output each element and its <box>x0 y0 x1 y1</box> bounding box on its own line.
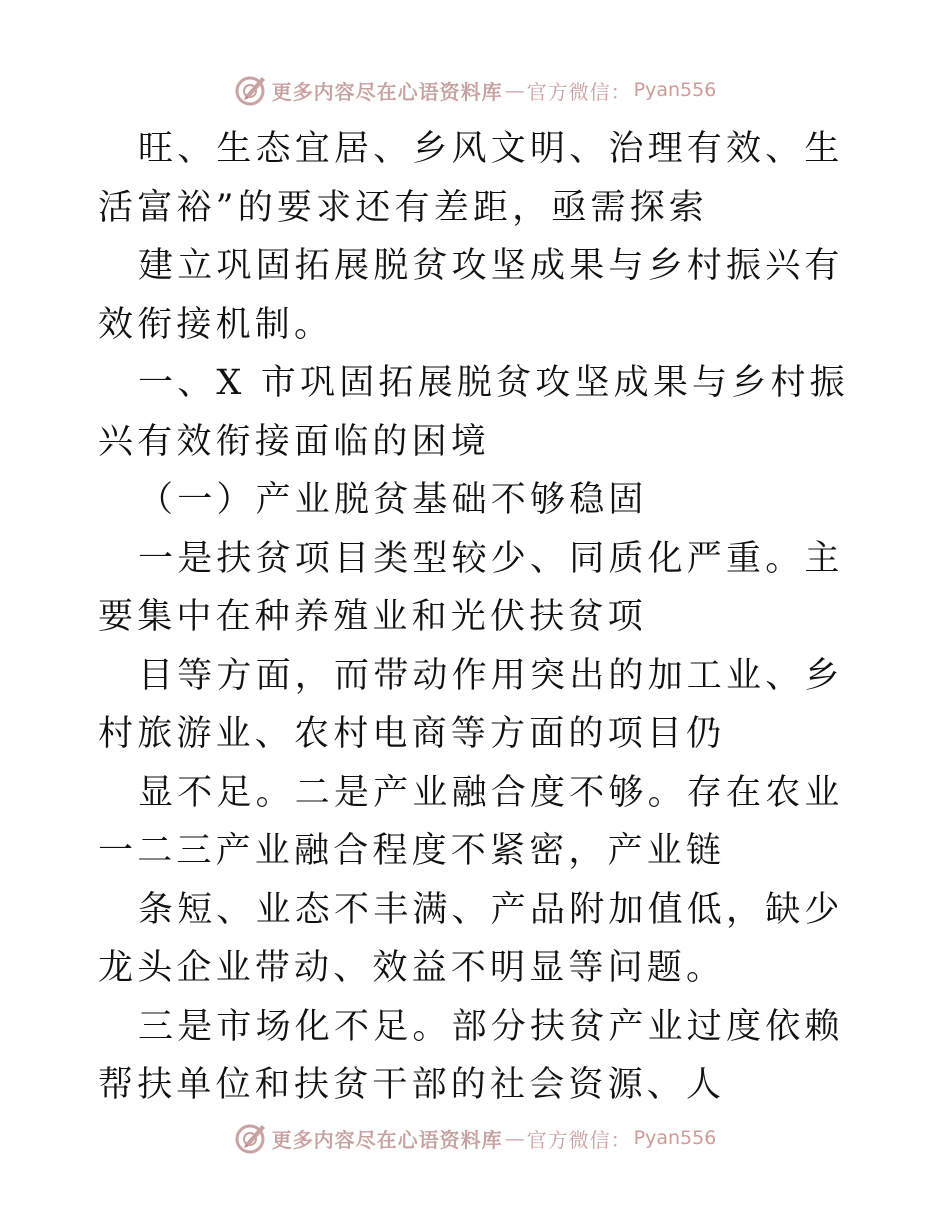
section-heading: 一、X 市巩固拓展脱贫攻坚成果与乡村振兴有效衔接面临的困境 <box>98 363 849 462</box>
paragraph-1: 旺、生态宜居、乡风文明、治理有效、生活富裕”的要求还有差距，亟需探索 <box>98 129 844 228</box>
document-body <box>98 120 858 1115</box>
paragraph-5: 一是扶贫项目类型较少、同质化严重。主要集中在种养殖业和光伏扶贫项 <box>98 538 844 637</box>
banner-dash: — <box>504 1126 525 1150</box>
paragraph-8: 条短、业态不丰满、产品附加值低，缺少龙头企业带动、效益不明显等问题。 <box>98 889 844 988</box>
paragraph-9: 三是市场化不足。部分扶贫产业过度依赖帮扶单位和扶贫干部的社会资源、人 <box>98 1006 844 1105</box>
contact-label: 官方微信： <box>526 79 632 104</box>
paragraph-2: 建立巩固拓展脱贫攻坚成果与乡村振兴有效衔接机制。 <box>98 246 844 345</box>
contact-id: Pyan556 <box>633 1127 717 1149</box>
banner-dash: — <box>504 78 525 102</box>
paragraph-7: 显不足。二是产业融合度不够。存在农业一二三产业融合程度不紧密，产业链 <box>98 772 844 871</box>
pen-logo-icon <box>234 1121 268 1155</box>
promo-text: 更多内容尽在心语资料库 <box>271 1127 503 1152</box>
contact-label: 官方微信： <box>526 1127 632 1152</box>
pen-logo-icon <box>234 73 268 107</box>
subsection-heading: （一）产业脱贫基础不够稳固 <box>138 480 648 520</box>
footer-watermark-banner <box>0 1118 950 1158</box>
header-watermark-banner <box>0 70 950 110</box>
contact-id: Pyan556 <box>633 79 717 101</box>
paragraph-6: 目等方面，而带动作用突出的加工业、乡村旅游业、农村电商等方面的项目仍 <box>98 655 844 754</box>
promo-text: 更多内容尽在心语资料库 <box>271 79 503 104</box>
